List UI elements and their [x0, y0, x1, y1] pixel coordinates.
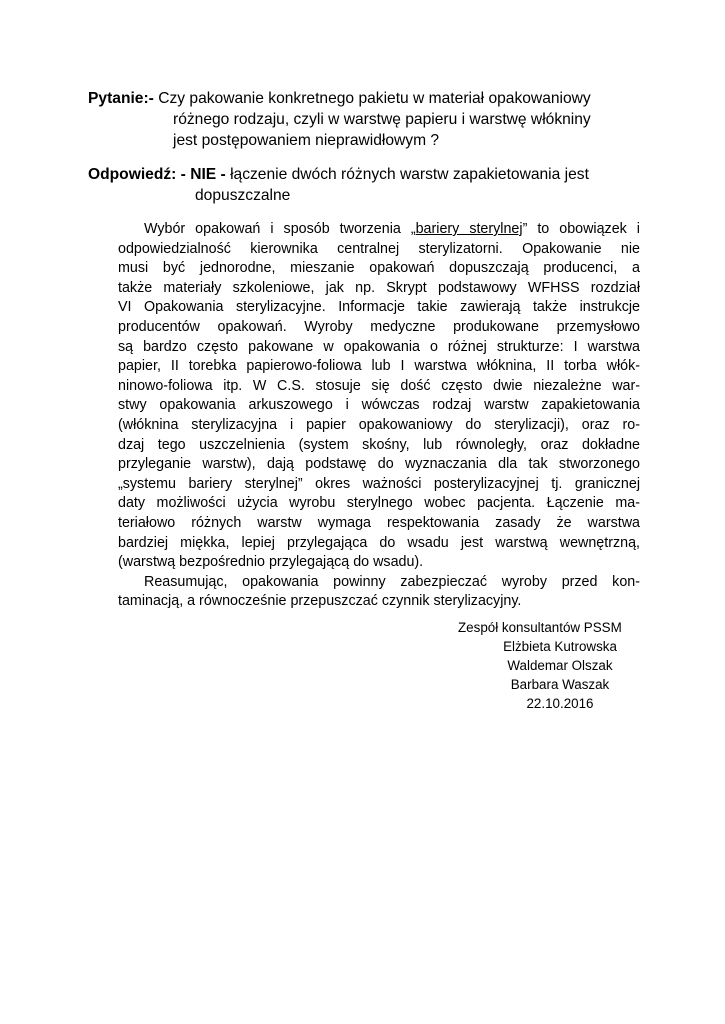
body-line: są bardzo często pakowane w opakowania o różnej strukturze: I warstwa	[118, 338, 640, 355]
body-line: stwy opakowania arkuszowego i wówczas rodzaj warstw zapakietowania	[118, 397, 640, 414]
answer-text-1: łączenie dwóch różnych warstw zapakietowania jest	[230, 166, 589, 183]
body-line-1	[118, 220, 640, 240]
summary-line-2: taminacją, a równocześnie przepuszczać czynnik sterylizacyjny.	[118, 593, 522, 610]
question-text-1: Czy pakowanie konkretnego pakietu w materiał opakowaniowy	[158, 90, 591, 107]
signature-team: Zespół konsultantów PSSM	[458, 620, 622, 635]
body-line: „systemu bariery sterylnej” okres ważności posterylizacyjnej tj. granicznej	[118, 475, 640, 492]
signature-name: Elżbieta Kutrowska	[503, 639, 617, 654]
body-line: odpowiedzialność kierownika centralnej sterylizatorni. Opakowanie nie	[118, 240, 640, 257]
question-line-3: jest postępowaniem nieprawidłowym ?	[173, 132, 440, 149]
body-line: (warstwą bezpośrednio przylegającą do wsadu).	[118, 554, 424, 571]
body-line: musi być jednorodne, mieszanie opakowań dopuszczają producenci, a	[118, 260, 640, 277]
body-line: bardziej miękka, lepiej przylegająca do wsadu jest warstwą wewnętrzną,	[118, 534, 640, 551]
question-block	[88, 88, 648, 151]
sterile-barrier-term: bariery sterylnej	[415, 221, 523, 237]
question-line-2: różnego rodzaju, czyli w warstwę papieru i warstwę włókniny	[173, 111, 591, 128]
body-line: (włóknina sterylizacyjna i papier opakowaniowy do sterylizacji), oraz ro-	[118, 416, 640, 433]
answer-label: Odpowiedź: - NIE -	[88, 166, 226, 183]
summary-line-1: Reasumując, opakowania powinny zabezpieczać wyroby przed kon-	[144, 573, 640, 590]
body-line: VI Opakowania sterylizacyjne. Informacje takie zawierają także instrukcje	[118, 299, 640, 316]
body-line: teriałowo różnych warstw wymaga respektowania zasady że warstwa	[118, 514, 640, 531]
body-line: dzaj tego uszczelnienia (system skośny, lub równoległy, oraz dokładne	[118, 436, 640, 453]
signature-name: Waldemar Olszak	[507, 658, 613, 673]
body-line: przyleganie warstw), dają podstawę do wyznaczania dla tak stworzonego	[118, 456, 640, 473]
body-line-1-before: Wybór opakowań i sposób tworzenia „	[144, 221, 416, 237]
question-line-1	[88, 88, 648, 109]
body-line-1-after: ” to obowiązek i	[522, 221, 640, 237]
question-label: Pytanie:-	[88, 90, 154, 107]
body-paragraphs	[118, 220, 640, 612]
body-line: ninowo-foliowa itp. W C.S. stosuje się dość często dwie niezależne war-	[118, 377, 640, 394]
signature-date: 22.10.2016	[526, 696, 594, 711]
answer-line-2: dopuszczalne	[195, 187, 291, 204]
signature-block	[440, 618, 680, 713]
body-line: daty możliwości użycia wyrobu sterylnego wobec pacjenta. Łączenie ma-	[118, 495, 640, 512]
answer-block	[88, 164, 648, 206]
body-line: także materiały szkoleniowe, jak np. Skrypt podstawowy WFHSS rozdział	[118, 279, 640, 296]
signature-name: Barbara Waszak	[510, 677, 610, 692]
answer-line-1	[88, 164, 648, 185]
body-line: producentów opakowań. Wyroby medyczne produkowane przemysłowo	[118, 318, 640, 335]
body-line: papier, II torebka papierowo-foliowa lub I warstwa włóknina, II torba włók-	[118, 358, 640, 375]
